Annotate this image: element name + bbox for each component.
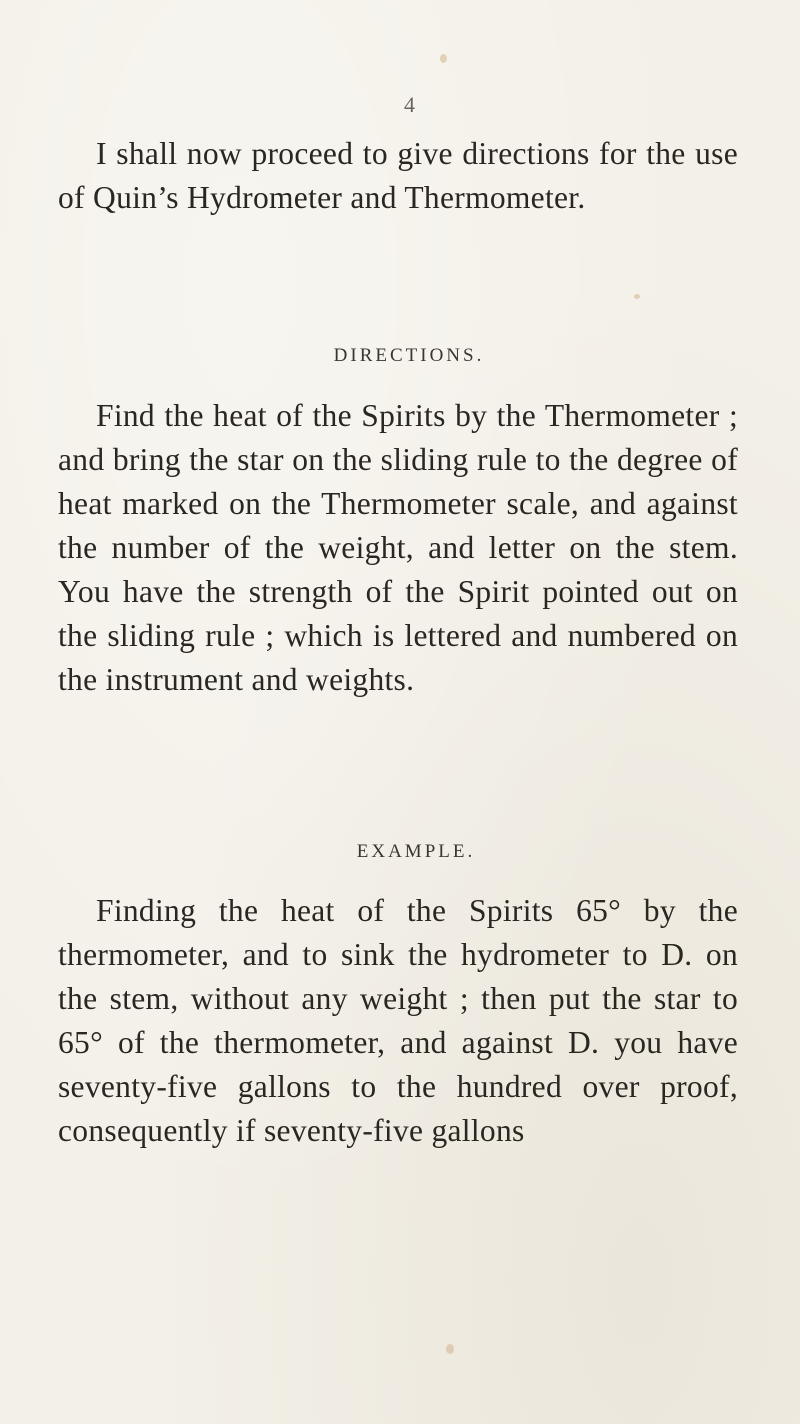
- example-heading: EXAMPLE.: [356, 841, 476, 862]
- intro-paragraph: I shall now proceed to give directions for the use of Quin’s Hydrometer and Thermometer.: [58, 136, 738, 215]
- ink-spot: [440, 54, 447, 63]
- directions-heading: DIRECTIONS.: [333, 345, 485, 366]
- ink-spot: [446, 1344, 454, 1354]
- page-number: 4: [404, 92, 415, 117]
- example-paragraph: Finding the heat of the Spirits 65° by the thermometer, and to sink the hydrometer to D. on the stem, without any weight ; then put the star to 65° of the thermometer, and against D. you have seventy-five gallons to the hundred over proof, consequently if seventy-five gallons: [58, 893, 738, 1148]
- directions-paragraph: Find the heat of the Spirits by the Thermometer ; and bring the star on the sliding rule to the degree of heat marked on the Thermometer scale, and against the number of the weight, and letter on the stem. You have the strength of the Spirit pointed out on the sliding rule ; which is lettered and numbered on the instrument and weights.: [58, 398, 738, 697]
- ink-spot: [634, 294, 640, 299]
